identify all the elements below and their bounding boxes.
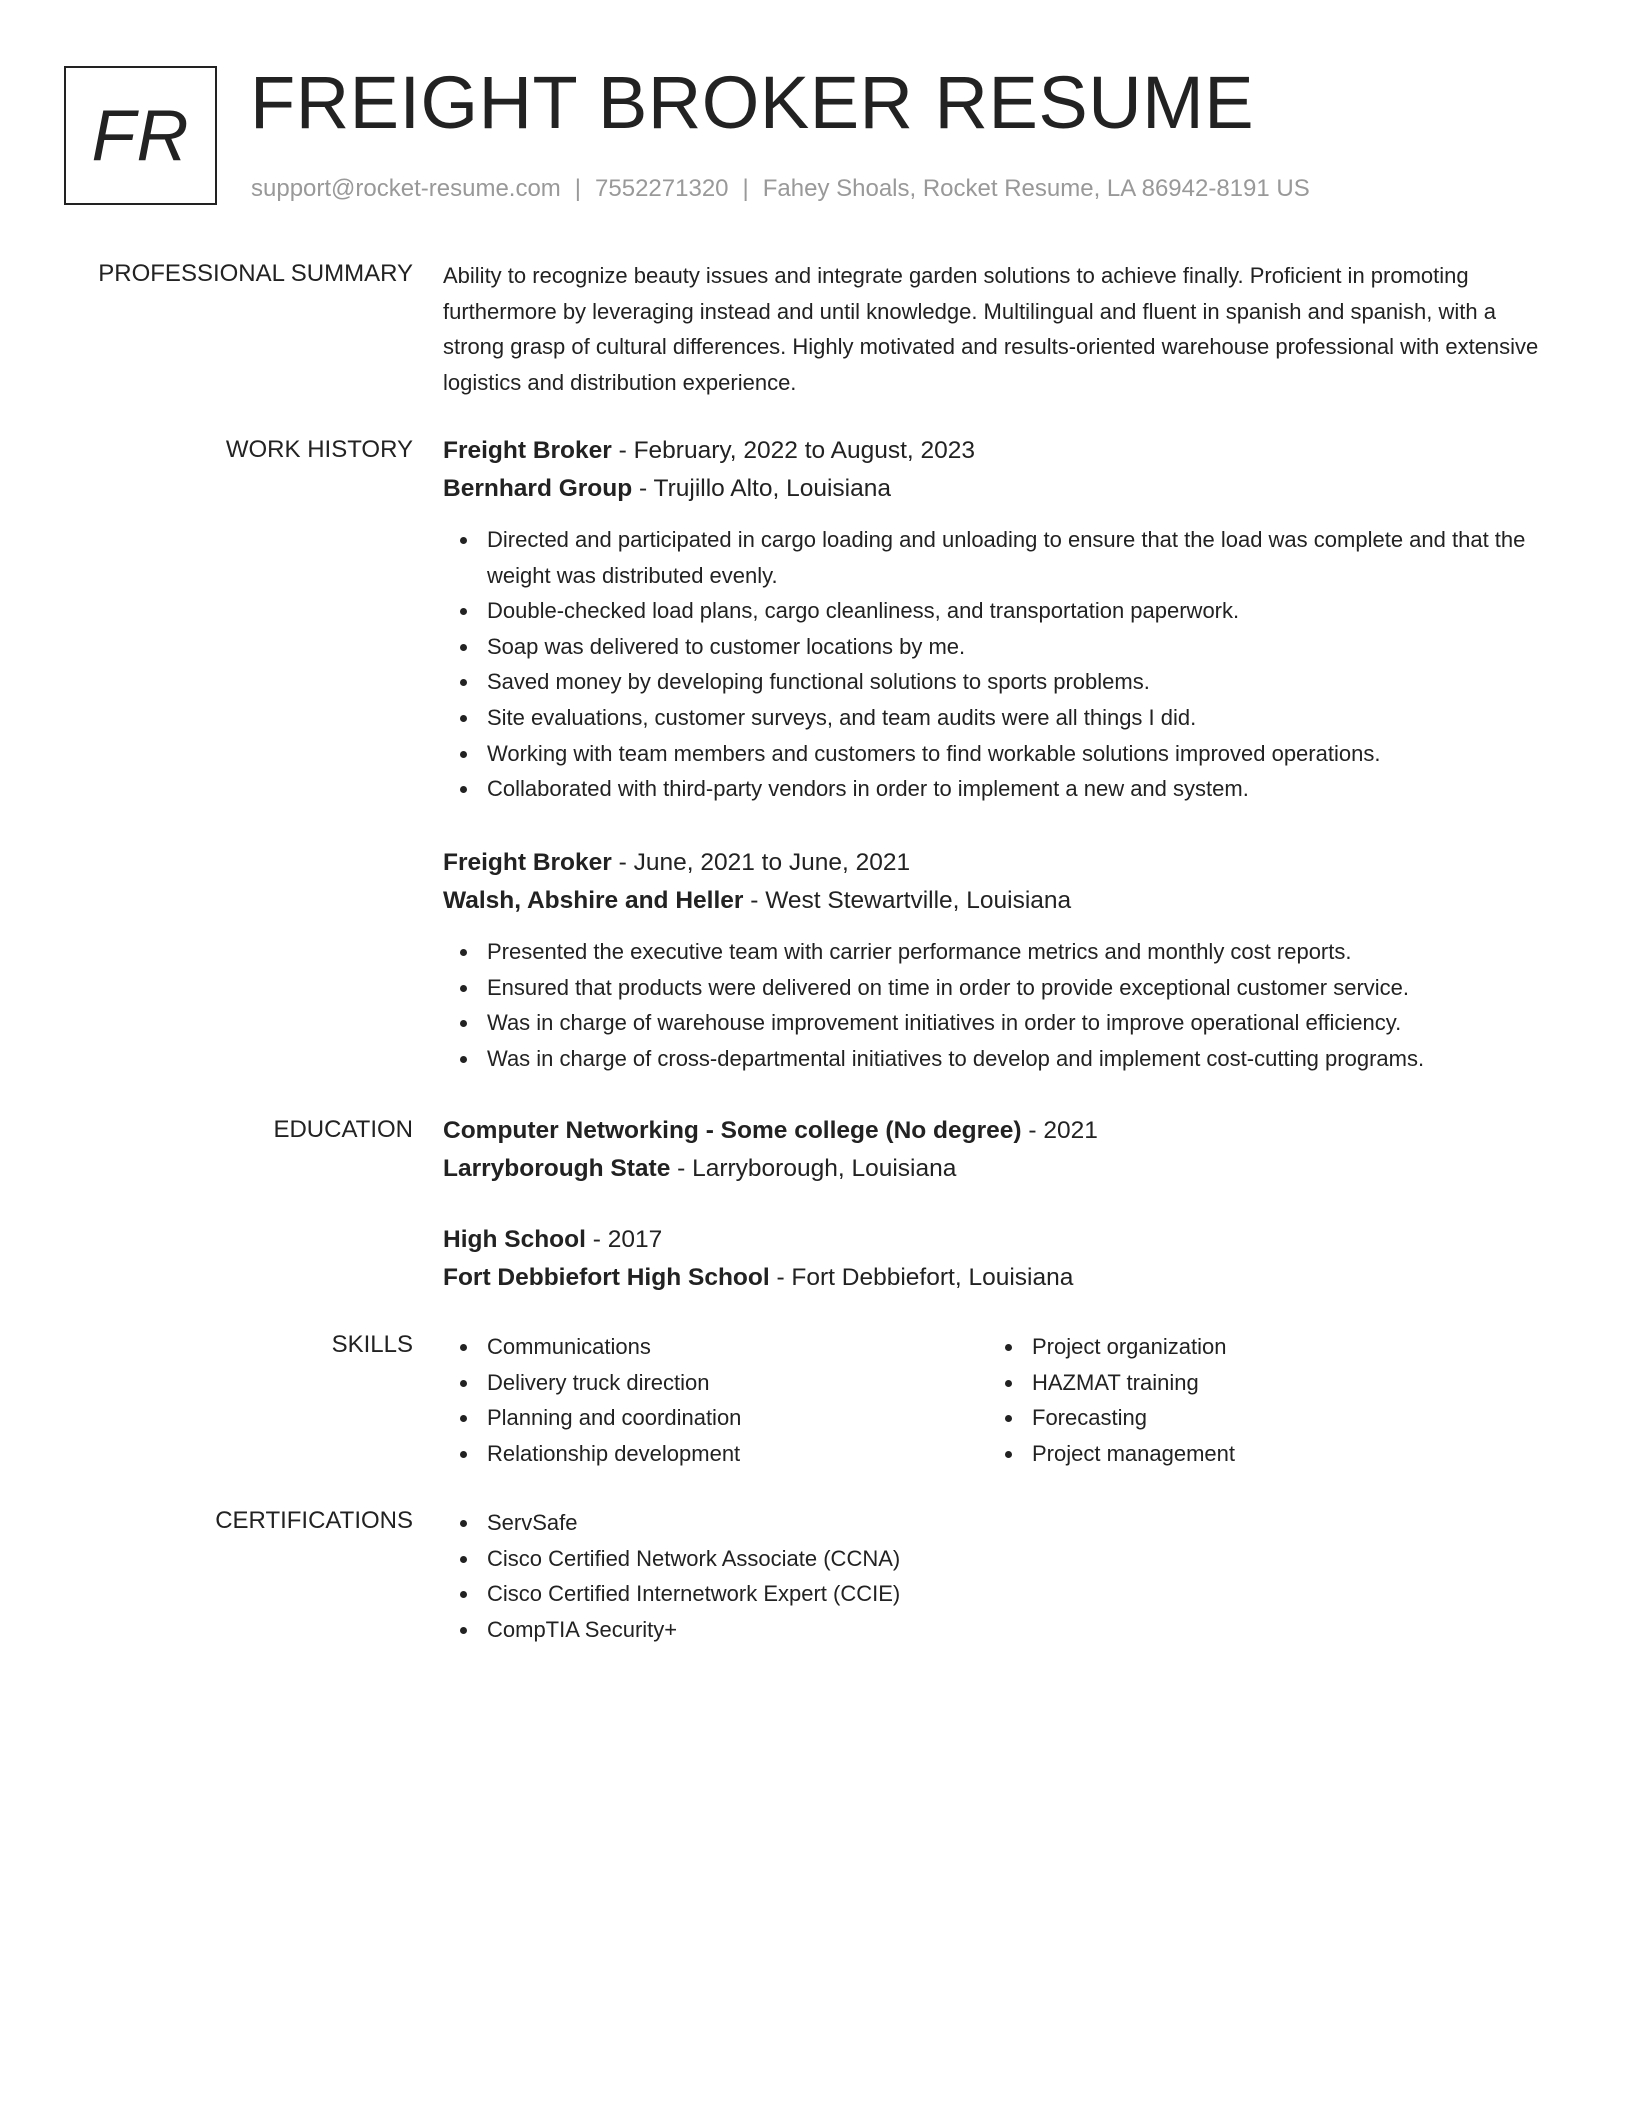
list-item: Delivery truck direction	[487, 1365, 741, 1401]
education-entry	[443, 1221, 1073, 1297]
job-location: - Trujillo Alto, Louisiana	[632, 475, 891, 502]
section-title-summary: PROFESSIONAL SUMMARY	[98, 260, 413, 287]
list-item: HAZMAT training	[1032, 1365, 1235, 1401]
education-school: Larryborough State	[443, 1155, 671, 1182]
section-title-education: EDUCATION	[273, 1116, 413, 1143]
contact-address: Fahey Shoals, Rocket Resume, LA 86942-8191 US	[762, 175, 1310, 202]
contact-line	[251, 172, 1310, 206]
list-item: Project organization	[1032, 1329, 1235, 1365]
skills-list	[443, 1329, 741, 1471]
list-item: ServSafe	[487, 1505, 1563, 1541]
job-entry	[443, 844, 1563, 1076]
education-degree-line	[443, 1112, 1563, 1150]
list-item: Communications	[487, 1329, 741, 1365]
monogram-logo: FR	[64, 66, 217, 205]
resume-title: FREIGHT BROKER RESUME	[250, 61, 1255, 144]
list-item: Was in charge of warehouse improvement initiatives in order to improve operational efficiency.	[487, 1005, 1563, 1041]
education-entry	[443, 1112, 1563, 1188]
skills-list	[988, 1329, 1235, 1471]
list-item: Cisco Certified Network Associate (CCNA)	[487, 1541, 1563, 1577]
job-location: - West Stewartville, Louisiana	[743, 887, 1072, 914]
list-item: Working with team members and customers to find workable solutions improved operations.	[487, 736, 1563, 772]
list-item: Collaborated with third-party vendors in order to implement a new and system.	[487, 771, 1563, 807]
contact-email: support@rocket-resume.com	[251, 175, 561, 202]
education-degree: Computer Networking - Some college (No degree)	[443, 1117, 1022, 1144]
list-item: Was in charge of cross-departmental initiatives to develop and implement cost-cutting programs.	[487, 1041, 1563, 1077]
summary-text: Ability to recognize beauty issues and integrate garden solutions to achieve finally. Proficient in promoting furthermore by leveraging instead and until knowledge. Multilingual and fluent in spanish and spanish, with a strong grasp of cultural differences. Highly motivated and results-oriented warehouse professional with extensive logistics and distribution experience.	[443, 263, 1539, 395]
job-company: Bernhard Group	[443, 475, 633, 502]
section-title-work-history: WORK HISTORY	[225, 436, 413, 463]
job-bullets	[443, 934, 1563, 1076]
list-item: Cisco Certified Internetwork Expert (CCIE)	[487, 1576, 1563, 1612]
job-bullets	[443, 522, 1563, 807]
education-school: Fort Debbiefort High School	[443, 1264, 770, 1291]
list-item: Ensured that products were delivered on time in order to provide exceptional customer service.	[487, 970, 1563, 1006]
job-role: Freight Broker	[443, 849, 612, 876]
education-year: - 2017	[585, 1226, 663, 1253]
list-item: Planning and coordination	[487, 1400, 741, 1436]
resume-header	[64, 61, 1568, 208]
education-location: - Fort Debbiefort, Louisiana	[769, 1264, 1074, 1291]
job-dates: - June, 2021 to June, 2021	[611, 849, 911, 876]
education-school-line	[443, 1259, 1073, 1297]
contact-separator: |	[574, 175, 582, 202]
job-entry	[443, 432, 1563, 807]
job-title-line	[443, 844, 1563, 882]
job-dates: - February, 2022 to August, 2023	[611, 437, 976, 464]
list-item: Directed and participated in cargo loading and unloading to ensure that the load was complete and that the weight was distributed evenly.	[487, 522, 1563, 593]
job-company-line	[443, 470, 1563, 508]
education-degree-line	[443, 1221, 1073, 1259]
skills-column-left	[443, 1329, 741, 1471]
job-title-line	[443, 432, 1563, 470]
list-item: Soap was delivered to customer locations by me.	[487, 629, 1563, 665]
education-school-line	[443, 1150, 1563, 1188]
job-role: Freight Broker	[443, 437, 612, 464]
list-item: Relationship development	[487, 1436, 741, 1472]
list-item: CompTIA Security+	[487, 1612, 1563, 1648]
education-year: - 2021	[1021, 1117, 1098, 1144]
job-company-line	[443, 882, 1563, 920]
list-item: Presented the executive team with carrier performance metrics and monthly cost reports.	[487, 934, 1563, 970]
education-degree: High School	[443, 1226, 586, 1253]
section-title-certifications: CERTIFICATIONS	[215, 1507, 413, 1534]
skills-column-right	[988, 1329, 1235, 1471]
list-item: Site evaluations, customer surveys, and team audits were all things I did.	[487, 700, 1563, 736]
section-title-skills: SKILLS	[331, 1331, 413, 1358]
certifications-list	[443, 1505, 1563, 1647]
job-company: Walsh, Abshire and Heller	[443, 887, 744, 914]
list-item: Saved money by developing functional solutions to sports problems.	[487, 664, 1563, 700]
contact-phone: 7552271320	[595, 175, 729, 202]
education-location: - Larryborough, Louisiana	[670, 1155, 957, 1182]
list-item: Forecasting	[1032, 1400, 1235, 1436]
list-item: Project management	[1032, 1436, 1235, 1472]
list-item: Double-checked load plans, cargo cleanliness, and transportation paperwork.	[487, 593, 1563, 629]
contact-separator: |	[742, 175, 749, 202]
